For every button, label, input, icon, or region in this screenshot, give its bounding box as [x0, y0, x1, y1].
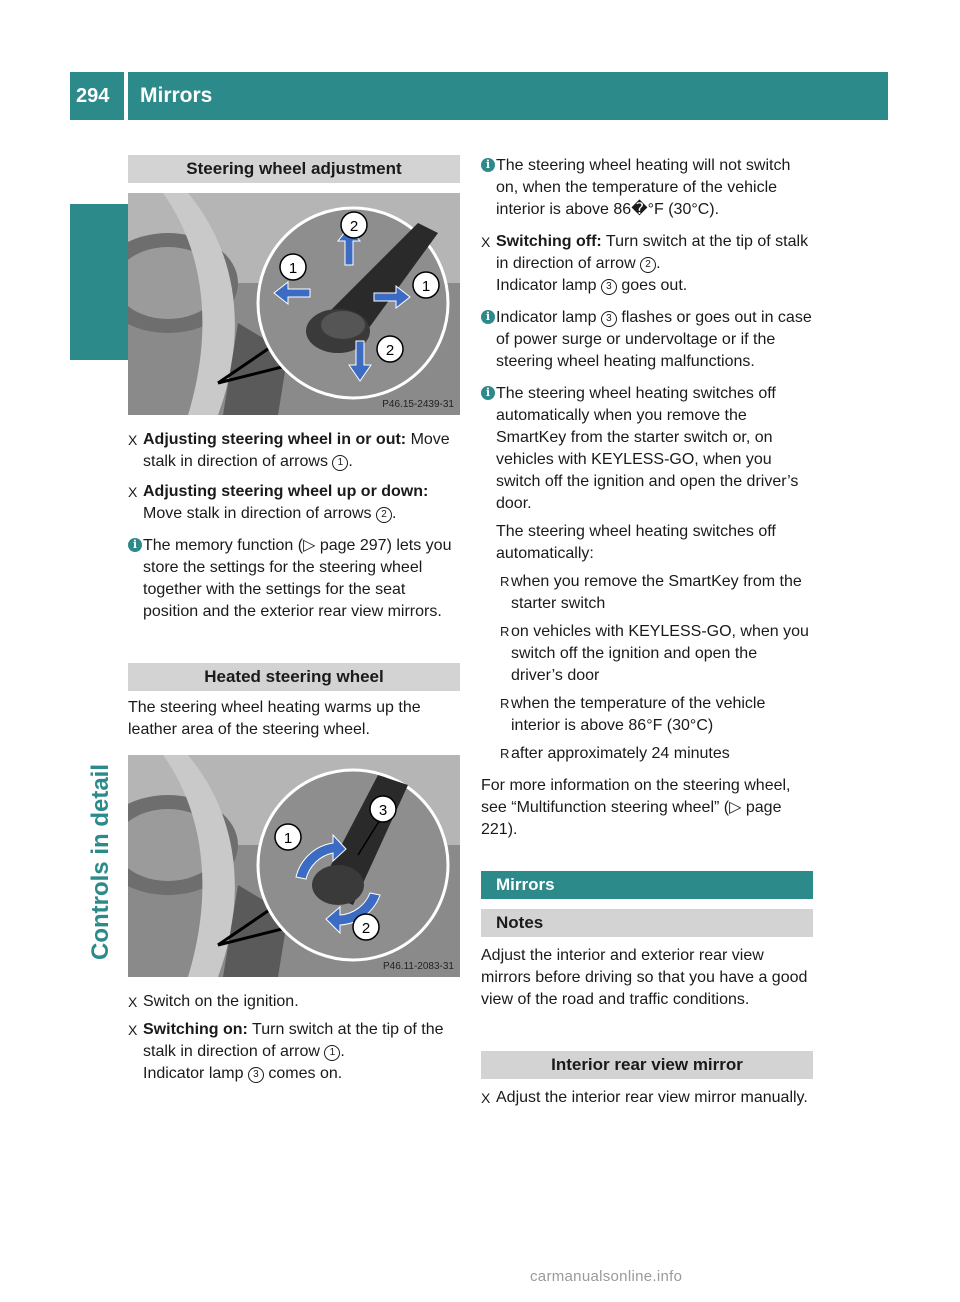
- info-icon: i: [128, 538, 142, 552]
- callout-2: 2: [640, 257, 656, 273]
- section-title: Mirrors: [140, 84, 213, 107]
- step-adjust-up-down: X Adjusting steering wheel up or down: Move stalk in direction of arrows 2 .: [128, 483, 429, 522]
- right-column: [481, 155, 813, 1109]
- info-indicator-flashes: i Indicator lamp 3 flashes or goes out in case of power surge or undervoltage or if the steering wheel heating malfunctions.: [481, 307, 813, 373]
- bullet-icon: R: [500, 746, 510, 761]
- step-switching-on: X Switching on: Turn switch at the tip of the stalk in direction of arrow 1 .: [128, 1021, 444, 1060]
- info-heating-temperature: i The steering wheel heating will not switch on, when the temperature of the vehicle interior is above 86�°F (30°C).: [481, 155, 813, 221]
- figure-code: P46.15-2439-31: [382, 399, 454, 410]
- header-divider: [124, 72, 128, 120]
- step-adjust-in-out: X Adjusting steering wheel in or out: Move stalk in direction of arrows 1 .: [128, 431, 450, 470]
- heading-steering-wheel-adjustment: Steering wheel adjustment: [128, 155, 460, 183]
- callout-2: 2: [361, 920, 371, 937]
- list-item: R after approximately 24 minutes: [481, 743, 813, 765]
- callout-3: 3: [601, 311, 617, 327]
- side-label-text: Controls in detail: [87, 763, 114, 960]
- step-icon: X: [128, 1022, 138, 1038]
- heading-interior-rear-view-mirror: Interior rear view mirror: [481, 1051, 813, 1079]
- more-information-paragraph: For more information on the steering wheel, see “Multifunction steering wheel” (▷ page 221).: [481, 777, 791, 838]
- callout-1: 1: [332, 455, 348, 471]
- callout-1-left: 1: [288, 260, 298, 277]
- page-ref-icon: ▷: [303, 537, 316, 554]
- figure-steering-adjustment: [128, 193, 460, 415]
- bullet-icon: R: [500, 574, 510, 589]
- heading-heated-steering-wheel: Heated steering wheel: [128, 663, 460, 691]
- figure-heated-switch: [128, 755, 460, 977]
- notes-paragraph: Adjust the interior and exterior rear view mirrors before driving so that you have a good view of the road and traffic conditions.: [481, 947, 808, 1008]
- step-switching-off: X Switching off: Turn switch at the tip of stalk in direction of arrow 2 .: [481, 233, 809, 272]
- list-item: R on vehicles with KEYLESS-GO, when you switch off the ignition and open the driver’s door: [500, 623, 809, 684]
- list-item: R when the temperature of the vehicle interior is above 86°F (30°C): [500, 695, 766, 734]
- side-label: [86, 660, 116, 960]
- step-icon: X: [481, 1090, 491, 1106]
- info-icon: i: [481, 158, 495, 172]
- step-icon: X: [128, 484, 138, 500]
- page-number: 294: [76, 85, 110, 107]
- callout-3: 3: [378, 802, 388, 819]
- step-adjust-interior-mirror: X Adjust the interior rear view mirror manually.: [481, 1087, 813, 1109]
- info-icon: i: [481, 310, 495, 324]
- callout-2: 2: [376, 507, 392, 523]
- left-column: [128, 155, 460, 1085]
- step-icon: X: [128, 432, 138, 448]
- auto-switch-off-intro: The steering wheel heating switches off automatically:: [496, 523, 776, 562]
- indicator-off-line: Indicator lamp 3 goes out.: [496, 277, 688, 294]
- bullet-icon: R: [500, 624, 510, 639]
- bullet-icon: R: [500, 696, 510, 711]
- step-icon: X: [128, 994, 138, 1010]
- callout-1: 1: [283, 830, 293, 847]
- heading-mirrors: Mirrors: [481, 871, 813, 899]
- heated-intro-paragraph: The steering wheel heating warms up the leather area of the steering wheel.: [128, 699, 421, 738]
- list-item: R when you remove the SmartKey from the starter switch: [500, 573, 802, 612]
- steering-adjustment-illustration: [128, 193, 460, 415]
- heated-switch-illustration: [128, 755, 460, 977]
- info-auto-switch-off: i The steering wheel heating switches off automatically when you remove the SmartKey from the starter switch or, on vehicles with KEYLESS-GO, when you switch off the ignition and open the driver’s door.: [481, 383, 813, 515]
- callout-3: 3: [248, 1067, 264, 1083]
- info-icon: i: [481, 386, 495, 400]
- page-reference-link[interactable]: page 221: [481, 799, 782, 838]
- heading-notes: Notes: [481, 909, 813, 937]
- side-tab: [70, 204, 128, 360]
- figure-code: P46.11-2083-31: [383, 961, 454, 972]
- step-icon: X: [481, 234, 491, 250]
- page-ref-icon: ▷: [729, 799, 742, 816]
- page-reference-link[interactable]: page 297: [319, 537, 387, 554]
- callout-1-right: 1: [421, 278, 431, 295]
- indicator-on-line: Indicator lamp 3 comes on.: [143, 1065, 343, 1082]
- callout-3: 3: [601, 279, 617, 295]
- step-switch-ignition: X Switch on the ignition.: [128, 991, 460, 1013]
- callout-2-bottom: 2: [385, 342, 395, 359]
- auto-switch-off-list: [481, 571, 813, 765]
- watermark: carmanualsonline.info: [530, 1268, 683, 1285]
- callout-2-top: 2: [349, 218, 359, 235]
- callout-1: 1: [324, 1045, 340, 1061]
- info-memory-function: i The memory function (▷ page 297) lets you store the settings for the steering wheel together with the settings for the seat position and the exterior rear view mirrors.: [128, 535, 460, 623]
